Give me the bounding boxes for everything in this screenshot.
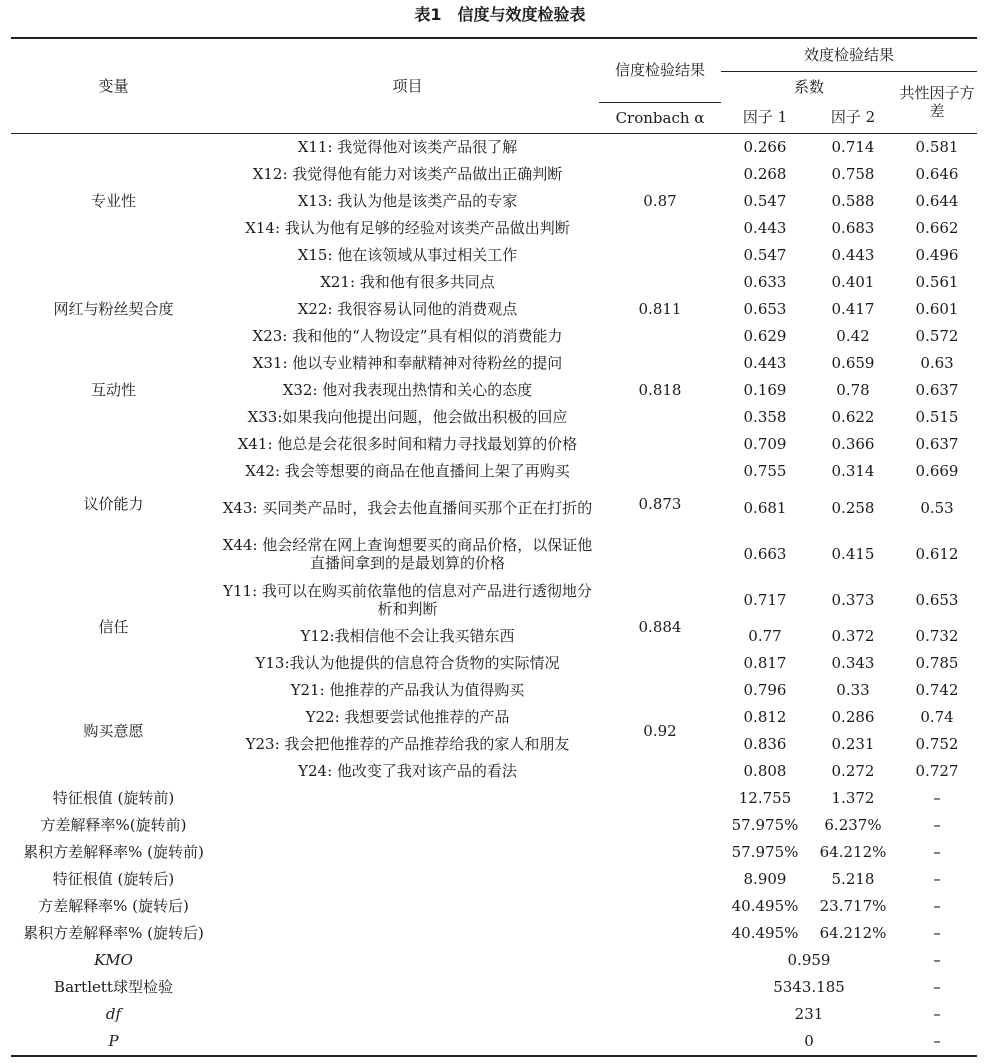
factor1-value: 0.358 (743, 408, 787, 426)
header-variable: 变量 (98, 76, 129, 95)
stats-row (11, 785, 977, 812)
stat-label: 特征根值 (旋转后) (52, 870, 175, 888)
alpha-value: 0.87 (643, 192, 677, 210)
variable-name: 互动性 (90, 381, 136, 399)
stat-label: 累积方差解释率% (旋转前) (23, 843, 204, 861)
stats-row (11, 839, 977, 866)
alpha-value: 0.92 (643, 721, 677, 740)
factor2-value: 0.622 (831, 408, 875, 426)
variable-name: 议价能力 (83, 494, 144, 513)
item-text: X31: 他以专业精神和奉献精神对待粉丝的提问 (252, 354, 563, 372)
header-item: 项目 (392, 76, 423, 95)
stat-label: 方差解释率% (旋转后) (38, 897, 189, 915)
variable-name: 网红与粉丝契合度 (53, 300, 174, 318)
common-variance-value: – (933, 1032, 941, 1050)
test-value: 0 (804, 1032, 814, 1050)
factor2-value: 0.373 (831, 590, 875, 609)
factor2-value: 0.415 (831, 544, 875, 563)
factor1-value: 0.443 (743, 354, 787, 372)
stat-label: 方差解释率%(旋转前) (40, 816, 187, 834)
factor1-value: 8.909 (743, 870, 787, 888)
test-label: df (105, 1005, 122, 1023)
table-row (11, 677, 977, 704)
factor1-value: 0.268 (743, 165, 787, 183)
header-coefficient: 系数 (793, 78, 824, 96)
factor2-value: 0.372 (831, 627, 875, 645)
table-row (11, 269, 977, 296)
factor1-value: 0.547 (743, 246, 787, 264)
common-variance-value: – (933, 897, 941, 915)
header-common-variance: 共性因子方差 (899, 84, 975, 121)
common-variance-value: 0.572 (915, 327, 959, 345)
header-factor-1: 因子 1 (721, 102, 809, 133)
factor1-value: 0.812 (743, 708, 787, 726)
table-row (11, 133, 977, 161)
factor1-value: 0.681 (743, 498, 787, 517)
factor1-value: 0.663 (743, 544, 787, 563)
factor2-value: 0.343 (831, 654, 875, 672)
factor2-value: 0.417 (831, 300, 875, 318)
item-text: X44: 他会经常在网上查询想要买的商品价格，以保证他直播间拿到的是最划算的价格 (222, 535, 593, 572)
factor2-value: 0.231 (831, 735, 875, 753)
factor1-value: 0.547 (743, 192, 787, 210)
factor2-value: 0.443 (831, 246, 875, 264)
common-variance-value: 0.515 (915, 408, 959, 426)
factor1-value: 0.653 (743, 300, 787, 318)
factor2-value: 0.401 (831, 273, 875, 291)
factor2-value: 23.717% (819, 897, 887, 915)
factor2-value: 64.212% (819, 924, 887, 942)
item-text: X23: 我和他的“人物设定”具有相似的消费能力 (252, 327, 563, 345)
item-text: X43: 买同类产品时，我会去他直播间买那个正在打折的 (222, 498, 593, 517)
table-caption: 表1 信度与效度检验表 (414, 5, 586, 24)
common-variance-value: – (933, 816, 941, 834)
factor2-value: 0.258 (831, 498, 875, 517)
common-variance-value: 0.74 (920, 708, 954, 726)
factor2-value: 0.33 (836, 681, 870, 699)
factor1-value: 57.975% (731, 843, 799, 861)
item-text: X32: 他对我表现出热情和关心的态度 (282, 381, 533, 399)
test-value: 231 (794, 1005, 824, 1023)
factor1-value: 0.817 (743, 654, 787, 672)
factor2-value: 0.714 (831, 138, 875, 156)
stat-label: 累积方差解释率% (旋转后) (23, 924, 204, 942)
test-row (11, 1028, 977, 1056)
alpha-value: 0.811 (638, 300, 682, 318)
factor2-value: 1.372 (831, 789, 875, 807)
stats-row (11, 893, 977, 920)
factor1-value: 0.709 (743, 435, 787, 453)
variable-name: 信任 (98, 617, 129, 636)
factor1-value: 0.77 (748, 627, 782, 645)
item-text: X22: 我很容易认同他的消费观点 (297, 300, 518, 318)
stats-row (11, 812, 977, 839)
item-text: X21: 我和他有很多共同点 (320, 273, 495, 291)
factor1-value: 0.796 (743, 681, 787, 699)
factor1-value: 0.169 (743, 381, 787, 399)
item-text: Y21: 他推荐的产品我认为值得购买 (290, 681, 525, 699)
common-variance-value: 0.561 (915, 273, 959, 291)
common-variance-value: 0.581 (915, 138, 959, 156)
factor2-value: 0.366 (831, 435, 875, 453)
item-text: Y11: 我可以在购买前依靠他的信息对产品进行透彻地分析和判断 (223, 581, 592, 618)
factor2-value: 0.683 (831, 219, 875, 237)
item-text: X41: 他总是会花很多时间和精力寻找最划算的价格 (237, 435, 578, 453)
item-text: X15: 他在该领域从事过相关工作 (297, 246, 518, 264)
stat-label: 特征根值 (旋转前) (52, 789, 175, 807)
item-text: Y22: 我想要尝试他推荐的产品 (305, 708, 510, 726)
item-text: X13: 我认为他是该类产品的专家 (297, 192, 518, 210)
factor1-value: 0.633 (743, 273, 787, 291)
test-value: 0.959 (787, 951, 831, 969)
factor1-value: 0.808 (743, 762, 787, 780)
factor2-value: 0.659 (831, 354, 875, 372)
factor2-value: 0.758 (831, 165, 875, 183)
stats-row (11, 920, 977, 947)
common-variance-value: 0.732 (915, 627, 959, 645)
factor1-value: 57.975% (731, 816, 799, 834)
item-text: X33:如果我向他提出问题，他会做出积极的回应 (247, 408, 568, 426)
common-variance-value: 0.53 (920, 498, 954, 517)
test-value: 5343.185 (773, 978, 845, 996)
item-text: Y12:我相信他不会让我买错东西 (300, 627, 515, 645)
factor2-value: 0.78 (836, 381, 870, 399)
header-factor-2: 因子 2 (809, 102, 897, 133)
factor1-value: 0.717 (743, 590, 787, 609)
factor1-value: 12.755 (738, 789, 792, 807)
item-text: X42: 我会等想要的商品在他直播间上架了再购买 (245, 462, 570, 480)
factor1-value: 0.266 (743, 138, 787, 156)
common-variance-value: 0.612 (915, 544, 959, 563)
common-variance-value: – (933, 789, 941, 807)
factor2-value: 0.42 (836, 327, 870, 345)
item-text: X14: 我认为他有足够的经验对该类产品做出判断 (245, 219, 570, 237)
common-variance-value: – (933, 924, 941, 942)
header-validity: 效度检验结果 (721, 38, 977, 72)
common-variance-value: 0.637 (915, 381, 959, 399)
common-variance-value: 0.637 (915, 435, 959, 453)
item-text: Y24: 他改变了我对该产品的看法 (298, 762, 517, 780)
item-text: Y13:我认为他提供的信息符合货物的实际情况 (255, 654, 560, 672)
table-row (11, 350, 977, 377)
header-cronbach-alpha: Cronbach α (599, 102, 721, 133)
variable-name: 购买意愿 (83, 721, 144, 740)
common-variance-value: 0.601 (915, 300, 959, 318)
common-variance-value: – (933, 1005, 941, 1023)
test-row (11, 1001, 977, 1028)
test-label: Bartlett球型检验 (54, 978, 173, 996)
reliability-validity-table (11, 37, 977, 1057)
test-row (11, 974, 977, 1001)
factor1-value: 0.755 (743, 462, 787, 480)
factor1-value: 40.495% (731, 897, 799, 915)
common-variance-value: 0.646 (915, 165, 959, 183)
factor2-value: 0.314 (831, 462, 875, 480)
factor2-value: 0.588 (831, 192, 875, 210)
variable-name: 专业性 (90, 192, 136, 210)
stats-row (11, 866, 977, 893)
common-variance-value: 0.669 (915, 462, 959, 480)
common-variance-value: 0.496 (915, 246, 959, 264)
common-variance-value: – (933, 951, 941, 969)
item-text: X12: 我觉得他有能力对该类产品做出正确判断 (252, 165, 563, 183)
factor1-value: 0.629 (743, 327, 787, 345)
common-variance-value: 0.644 (915, 192, 959, 210)
common-variance-value: 0.742 (915, 681, 959, 699)
common-variance-value: – (933, 843, 941, 861)
factor2-value: 6.237% (824, 816, 882, 834)
common-variance-value: 0.63 (920, 354, 954, 372)
common-variance-value: 0.727 (915, 762, 959, 780)
item-text: Y23: 我会把他推荐的产品推荐给我的家人和朋友 (245, 735, 570, 753)
factor1-value: 0.443 (743, 219, 787, 237)
table-row (11, 431, 977, 458)
test-label: P (108, 1032, 119, 1050)
factor2-value: 0.272 (831, 762, 875, 780)
factor2-value: 64.212% (819, 843, 887, 861)
alpha-value: 0.873 (638, 494, 682, 513)
common-variance-value: – (933, 978, 941, 996)
common-variance-value: 0.752 (915, 735, 959, 753)
header-reliability: 信度检验结果 (599, 38, 721, 102)
common-variance-value: 0.785 (915, 654, 959, 672)
common-variance-value: – (933, 870, 941, 888)
factor1-value: 0.836 (743, 735, 787, 753)
factor1-value: 40.495% (731, 924, 799, 942)
factor2-value: 5.218 (831, 870, 875, 888)
alpha-value: 0.818 (638, 381, 682, 399)
common-variance-value: 0.653 (915, 590, 959, 609)
factor2-value: 0.286 (831, 708, 875, 726)
alpha-value: 0.884 (638, 617, 682, 636)
table-row (11, 577, 977, 623)
item-text: X11: 我觉得他对该类产品很了解 (297, 138, 518, 156)
common-variance-value: 0.662 (915, 219, 959, 237)
test-label: KMO (94, 951, 133, 969)
test-row (11, 947, 977, 974)
